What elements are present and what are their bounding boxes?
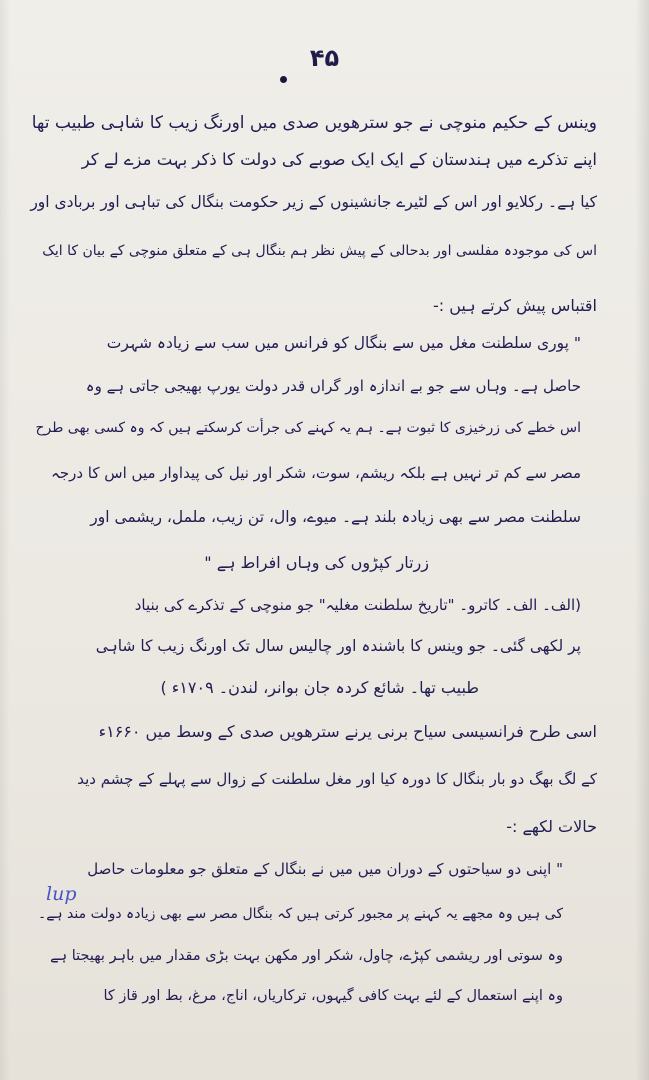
ink-dot	[280, 76, 287, 83]
text-line: مصر سے کم تر نہیں ہے بلکہ ریشم، سوت، شکر اور نیل کی پیداوار میں اس کا درجہ	[51, 464, 581, 482]
text-line: زرتار کپڑوں کی وہاں افراط ہے "	[204, 553, 429, 572]
text-line: سلطنت مصر سے بھی زیادہ بلند ہے۔ میوے، وال، تن زیب، ململ، ریشمی اور	[90, 508, 581, 526]
text-line: اپنے تذکرے میں ہندستان کے ایک ایک صوبے کی دولت کا ذکر بہت مزے لے کر	[81, 150, 597, 169]
text-line: کے لگ بھگ دو بار بنگال کا دورہ کیا اور مغل سلطنت کے زوال سے پہلے کے چشم دید	[77, 770, 597, 788]
text-line: (الف۔ الف۔ کاترو۔ "تاریخ سلطنت مغلیہ" جو منوچی کے تذکرے کی بنیاد	[134, 596, 581, 614]
text-line: وہ اپنے استعمال کے لئے بہت کافی گیہوں، ترکاریاں، اناج، مرغ، بط اور قاز کا	[103, 988, 563, 1004]
text-line: پر لکھی گئی۔ جو وینس کا باشندہ اور چالیس سال تک اورنگ زیب کا شاہی	[95, 637, 581, 655]
text-line: اقتباس پیش کرتے ہیں :-	[433, 296, 597, 315]
handwritten-margin-note: lup	[46, 883, 77, 905]
text-line: کیا ہے۔ رکلایو اور اس کے لٹیرے جانشینوں کے زیر حکومت بنگال کی تباہی اور بربادی اور	[30, 193, 597, 211]
text-line: طبیب تھا۔ شائع کردہ جان بوانر، لندن۔ ۱۷۰۹ء )	[160, 678, 479, 697]
text-line: " پوری سلطنت مغل میں سے بنگال کو فرانس میں سب سے زیادہ شہرت	[106, 334, 581, 352]
page-number: ۴۵	[309, 44, 340, 72]
text-line: اسی طرح فرانسیسی سیاح برنی یرنے سترھویں صدی کے وسط میں ۱۶۶۰ء	[98, 722, 597, 741]
text-line: اس خطے کی زرخیزی کا ثبوت ہے۔ ہم یہ کہنے کی جرأت کرسکتے ہیں کہ وہ کسی بھی طرح	[35, 420, 581, 436]
page-fold-shadow	[0, 0, 10, 1080]
text-line: " اپنی دو سیاحتوں کے دوران میں میں نے بنگال کے متعلق جو معلومات حاصل	[87, 860, 563, 878]
text-line: حاصل ہے۔ وہاں سے جو بے اندازہ اور گراں قدر دولت یورپ بھیجی جاتی ہے وہ	[85, 377, 581, 395]
text-line: وہ سوتی اور ریشمی کپڑے، چاول، شکر اور مکھن بہت بڑی مقدار میں باہر بھیجتا ہے	[50, 948, 563, 964]
text-line: اس کی موجودہ مفلسی اور بدحالی کے پیش نظر ہم بنگال ہی کے متعلق منوچی کے بیان کا ایک	[42, 243, 597, 259]
text-line: حالات لکھے :-	[506, 817, 597, 836]
page-edge-shadow	[635, 0, 649, 1080]
text-line: کی ہیں وہ مجھے یہ کہنے پر مجبور کرتی ہیں کہ بنگال مصر سے بھی زیادہ دولت مند ہے۔	[37, 906, 563, 922]
text-line: وینس کے حکیم منوچی نے جو سترھویں صدی میں اورنگ زیب کا شاہی طبیب تھا	[31, 113, 597, 133]
